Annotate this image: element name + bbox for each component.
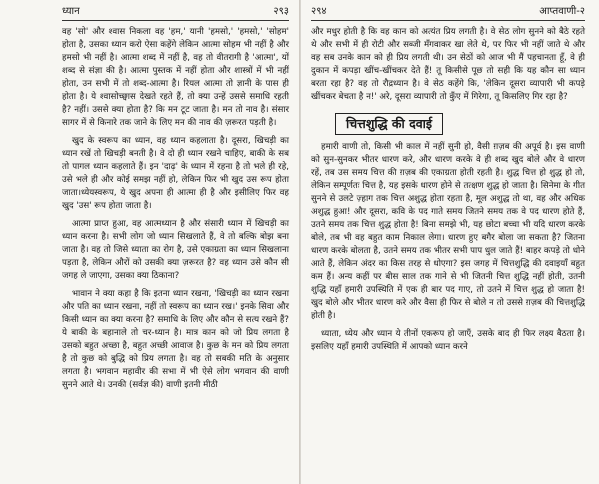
right-page-number: २९४ [311,6,327,17]
left-paragraph: वह 'सो' और श्वास निकला वह 'हम,' यानी 'हमसो,' 'हमसो,' 'सोहम' होता है, उसका ध्यान करो ऐसा कहेंगे लेकिन आत्मा सोहम भी नहीं है और हमसो भी नहीं है। आत्मा शब्द में नहीं है, वह तो वीतरागी है 'आत्मा', यों शब्द से संज्ञा की है। आत्मा पुस्तक में नहीं होता और शास्त्रों में भी नहीं होता, उन सभी में तो शब्द-आत्मा है। रियल आत्मा तो ज्ञानी के पास ही होता है। ये श्वासोच्छ्वास देखते रहते हैं, तो क्या उन्हें उससे समाधि रहती है? नहीं। उससे क्या होता है? कि मन टूट जाता है। मन तो नाव है। संसार सागर में से किनारे तक जाने के लिए मन की नाव की ज़रूरत पड़ती है। [62,27,289,128]
right-header-title: आप्तवाणी-२ [539,6,585,17]
right-paragraph: ध्याता, ध्येय और ध्यान ये तीनों एकरूप हो जाएँ, उसके बाद ही फिर लक्ष्य बैठता है। इसलिए यहाँ हमारी उपस्थिति में आपको ध्यान करने [311,329,585,352]
section-title: चित्तशुद्धि की दवाई [335,113,443,135]
left-page-body [62,26,289,392]
right-page-body [311,26,585,354]
left-page-number: २९३ [273,6,289,17]
right-paragraph: हमारी वाणी तो, किसी भी काल में नहीं सुनी हो, वैसी ग़ज़ब की अपूर्व है। इस वाणी को सुन-सुनकर भीतर धारण करे, और धारण करके वे ही शब्द खुद बोले और वे धारण रहें, तब उस समय चित्त की ग़ज़ब की एकाग्रता होती रहती है। शुद्ध चित्त हो शुद्ध हो तो, लेकिन सम्पूर्णतः चित्त है, यह इसके धारण होने से तत्क्षण शुद्ध हो जाता है। सिनेमा के गीत सुनने से उलटे ज़्हाग तक चित्त अशुद्ध होता रहता है, मूल अशुद्ध तो था, वह और अधिक अशुद्ध हुआ! और दूसरा, कवि के पद गाते समय जितने समय तक वे पद धारण होते हैं, उतने समय तक चित्त शुद्ध होता है! बिना समझे भी, यह छोटा बच्चा भी यदि धारण करके बोले, तब भी वह बहुत काम निकाल लेगा। धारण हुए बगैर बोला जा सकता है? जितना धारण करके बोलता है, उतने समय तक भीतर सभी पाप धुल जाते हैं! बाहर कपड़े तो धोने आते हैं, लेकिन अंदर का किस तरह से धोएगा? इस जगह में चित्तशुद्धि की दवाइयाँ बहुत कम हैं। अन्य कहीं पर बीस साल तक गाने से भी जितनी चित्त शुद्धि नहीं होती, उतनी शुद्धि यहाँ हमारी उपस्थिति में एक ही बार पद गाए, तो उतने में चित्त शुद्ध हो जाता है! खुद बोले और भीतर धारण करे और वैसा ही फिर से बोले न तो उससे ग़ज़ब की चित्तशुद्धि होती है। [311,142,585,321]
left-page-header [62,6,289,21]
right-page [300,0,599,484]
left-paragraph: भावान ने क्या कहा है कि इतना ध्यान रखना, 'खिचड़ी का ध्यान रखना और पति का ध्यान रखना, नहीं तो स्वरूप का ध्यान रख।' इनके सिवा और किसी ध्यान का क्या करना है? समाधि के लिए और कौन से सत्य रखने हैं? ये बाकी के बहानाले तो चर-ध्यान है। मात्र कान को जो प्रिय लगता है उसको बहुत अच्छा है, बहुत अच्छी आवाज है। कुछ के मन को प्रिय लगता है तो कुछ को बुद्धि को प्रिय लगता है। वह तो सबकी मति के अनुसार लगता है। भगवान महावीर की सभा में भी ऐसे लोग भगवान की वाणी सुनने आते थे। उनकी (सर्वज्ञ की) वाणी इतनी मीठी [62,289,289,390]
left-paragraph: आत्मा प्राप्त हुआ, वह आत्मध्यान है और संसारी ध्यान में खिचड़ी का ध्यान करना है। सभी लोग जो ध्यान सिखलाते हैं, वे तो बल्कि बोझ बना जाता है। वह तो जिसे ध्याता का रोग है, उसे एकाग्रता का ध्यान सिखलाना पड़ता है, लेकिन औरों को उसकी क्या ज़रूरत है? वह ध्यान उसे कौन सी जगह ले जाएगा, उसका क्या ठिकाना? [62,219,289,281]
left-page [0,0,299,484]
left-header-title: ध्यान [62,6,80,17]
right-intro-paragraph: और मधुर होती है कि वह कान को अत्यंत प्रिय लगती है। वे सेठ लोग सुनने को बैठे रहते थे और सभी में ही रोटी और सब्जी मँगवाकर खा लेते थे, पर फिर भी नहीं जाते थे और वह सब उनके कान को ही प्रिय लगती थी। उन सेठों को आज भी मैं पहचानता हूँ, वे ही दुकान में कपड़ा खींच-खींचकर देते हैं! तू किसीसे पूछ तो सही कि यह कौन सा ध्यान बरता रहा है? वह तो रौद्रध्यान है। वे सेठ कहेंगे कि, 'लेकिन दूसरा व्यापारी भी कपड़े खींचकर बेचता है न!' अरे, दूसरा व्यापारी तो कुँए में गिरेगा, तू किसलिए गिर रहा है? [311,27,585,102]
right-page-header [311,6,585,21]
left-paragraph: खुद के स्वरूप का ध्यान, वह ध्यान कहलाता है। दूसरा, खिचड़ी का ध्यान रखें तो खिचड़ी बनती है। वे दो ही ध्यान रखने चाहिए, बाकी के सब तो पागल ध्यान कहलाते हैं। इन 'दाढ़' के ध्यान में रहना है तो भले ही रहे, उसे भले ही और कोई समझ नहीं हो, लेकिन फिर भी खुद उस रूप होता जाता।ध्येयस्वरूप, ये खुद अपना ही आत्मा ही है और इसीलिए फिर वह खुद 'उस' रूप होता जाता है। [62,136,289,211]
